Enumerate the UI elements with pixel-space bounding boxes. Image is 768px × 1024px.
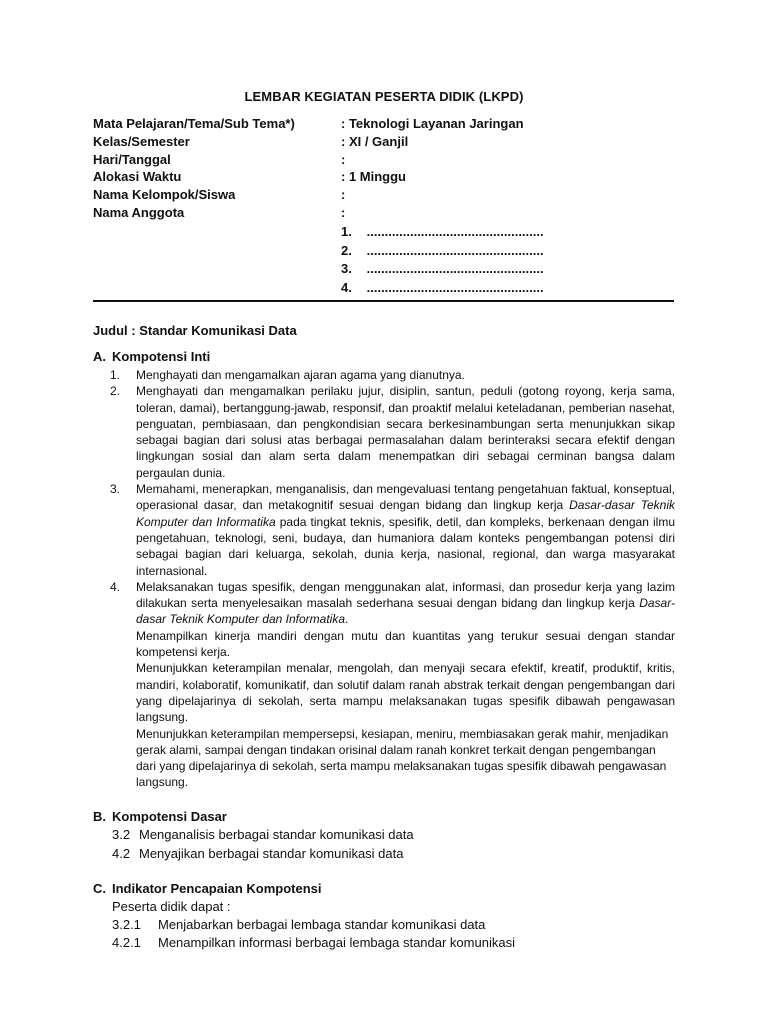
meta-value: :	[341, 187, 346, 203]
member-number: 4.	[341, 280, 352, 296]
item-text: Menganalisis berbagai standar komunikasi data	[139, 827, 414, 842]
meta-label: Hari/Tanggal	[93, 151, 171, 167]
meta-label: Alokasi Waktu	[93, 169, 182, 185]
section-letter: A.	[93, 349, 106, 364]
meta-value: : 1 Minggu	[341, 169, 406, 185]
indicator-list	[112, 917, 515, 952]
member-blank-line: .................................................	[366, 261, 544, 277]
member-row	[341, 280, 544, 299]
core-competency-item	[110, 367, 675, 383]
lesson-heading: Judul : Standar Komunikasi Data	[93, 323, 297, 338]
item-paragraph: Menunjukkan keterampilan mempersepsi, kesiapan, meniru, membiasakan gerak mahir, menjadikan gerak alami, sampai dengan tindakan orisinal dalam ranah konkret terkait dengan pengembangan dari yang dipelajarinya di sekolah, serta mampu melaksanakan tugas spesifik dibawah pengawasan langsung.	[136, 726, 669, 790]
meta-label: Nama Anggota	[93, 204, 185, 220]
item-paragraph: Melaksanakan tugas spesifik, dengan menggunakan alat, informasi, dan prosedur kerja yang lazim dilakukan serta menyelesaikan masalah sederhana sesuai dengan bidang dan lingkup kerja Dasar-dasar Teknik Komputer dan Informatika.	[136, 579, 675, 627]
meta-value: :	[341, 204, 346, 220]
program-name: Dasar-dasar Teknik Komputer dan Informatika	[136, 498, 675, 529]
item-number: 1.	[110, 368, 121, 382]
member-row	[341, 224, 544, 243]
program-name: Dasar-dasar Teknik Komputer dan Informatika	[136, 596, 675, 627]
member-list	[341, 224, 544, 299]
meta-value: : XI / Ganjil	[341, 133, 409, 149]
member-blank-line: .................................................	[366, 280, 544, 296]
item-text: Menjabarkan berbagai lembaga standar komunikasi data	[158, 917, 486, 932]
meta-value: : Teknologi Layanan Jaringan	[341, 116, 524, 131]
member-number: 3.	[341, 261, 352, 277]
item-number: 4.2	[112, 846, 131, 861]
core-competency-item	[110, 481, 675, 579]
member-blank-line: .................................................	[366, 224, 544, 239]
item-number: 3.	[110, 482, 121, 497]
indicator-item	[112, 917, 515, 935]
member-row	[341, 243, 544, 262]
item-text: Menampilkan informasi berbagai lembaga standar komunikasi	[158, 934, 515, 950]
core-competency-item	[110, 579, 675, 791]
core-competency-item	[110, 383, 675, 481]
meta-label: Kelas/Semester	[93, 133, 190, 149]
item-number: 3.2.1	[112, 917, 141, 932]
document-title: LEMBAR KEGIATAN PESERTA DIDIK (LKPD)	[244, 89, 524, 104]
member-row	[341, 261, 544, 280]
item-number: 3.2	[112, 827, 131, 842]
core-competency-list	[110, 367, 675, 791]
section-letter: C.	[93, 881, 106, 896]
indicator-item	[112, 935, 515, 953]
meta-label: Mata Pelajaran/Tema/Sub Tema*)	[93, 116, 295, 131]
indicator-intro: Peserta didik dapat :	[112, 899, 231, 914]
item-number: 4.2.1	[112, 934, 141, 950]
header-divider	[93, 300, 674, 302]
meta-label: Nama Kelompok/Siswa	[93, 187, 236, 203]
basic-competency-item	[112, 827, 414, 846]
item-paragraph: Memahami, menerapkan, menganalisis, dan mengevaluasi tentang pengetahuan faktual, konseptual, operasional dasar, dan metakognitif sesuai dengan bidang dan lingkup kerja Dasar-dasar Teknik Komputer dan Informatika pada tingkat teknis, spesifik, detil, dan kompleks, berkenaan dengan ilmu pengetahuan, teknologi, seni, budaya, dan humaniora dalam konteks pengembangan potensi diri sebagai bagian dari keluarga, sekolah, dunia kerja, nasional, regional, dan warga masyarakat internasional.	[136, 482, 675, 578]
section-letter: B.	[93, 809, 106, 824]
item-number: 4.	[110, 579, 121, 594]
meta-value: :	[341, 151, 346, 167]
section-b-heading	[93, 809, 227, 824]
item-paragraph: Menunjukkan keterampilan menalar, mengolah, dan menyaji secara efektif, kreatif, produktif, kritis, mandiri, kolaboratif, komunikatif, dan solutif dalam ranah abstrak terkait dengan pengembangan dari yang dipelajarinya di sekolah, serta mampu melaksanakan tugas spesifik dibawah pengawasan langsung.	[136, 661, 675, 725]
basic-competency-list	[112, 827, 414, 865]
member-number: 2.	[341, 242, 352, 258]
section-c-heading	[93, 881, 322, 896]
item-text: Menyajikan berbagai standar komunikasi data	[139, 846, 404, 861]
section-title: Kompotensi Inti	[112, 349, 211, 364]
section-a-heading	[93, 349, 210, 364]
item-paragraph: Menghayati dan mengamalkan ajaran agama yang dianutnya.	[136, 368, 465, 382]
member-number: 1.	[341, 224, 352, 239]
basic-competency-item	[112, 846, 414, 865]
section-title: Indikator Pencapaian Kompotensi	[112, 881, 322, 896]
item-number: 2.	[110, 384, 121, 399]
section-title: Kompotensi Dasar	[112, 809, 227, 824]
item-paragraph: Menampilkan kinerja mandiri dengan mutu dan kuantitas yang terukur sesuai dengan standar kompetensi kerja.	[136, 628, 675, 660]
item-paragraph: Menghayati dan mengamalkan perilaku jujur, disiplin, santun, peduli (gotong royong, kerja sama, toleran, damai), bertanggung-jawab, responsif, dan proaktif melalui keteladanan, pemberian nasehat, penguatan, pembiasaan, dan pengkondisian secara berkesinambungan serta menunjukkan sikap sebagai bagian dari solusi atas berbagai permasalahan dalam berinteraksi secara efektif dengan lingkungan sosial dan alam serta dalam menempatkan diri sebagai cerminan bangsa dalam pergaulan dunia.	[136, 384, 675, 480]
member-blank-line: .................................................	[366, 242, 544, 258]
